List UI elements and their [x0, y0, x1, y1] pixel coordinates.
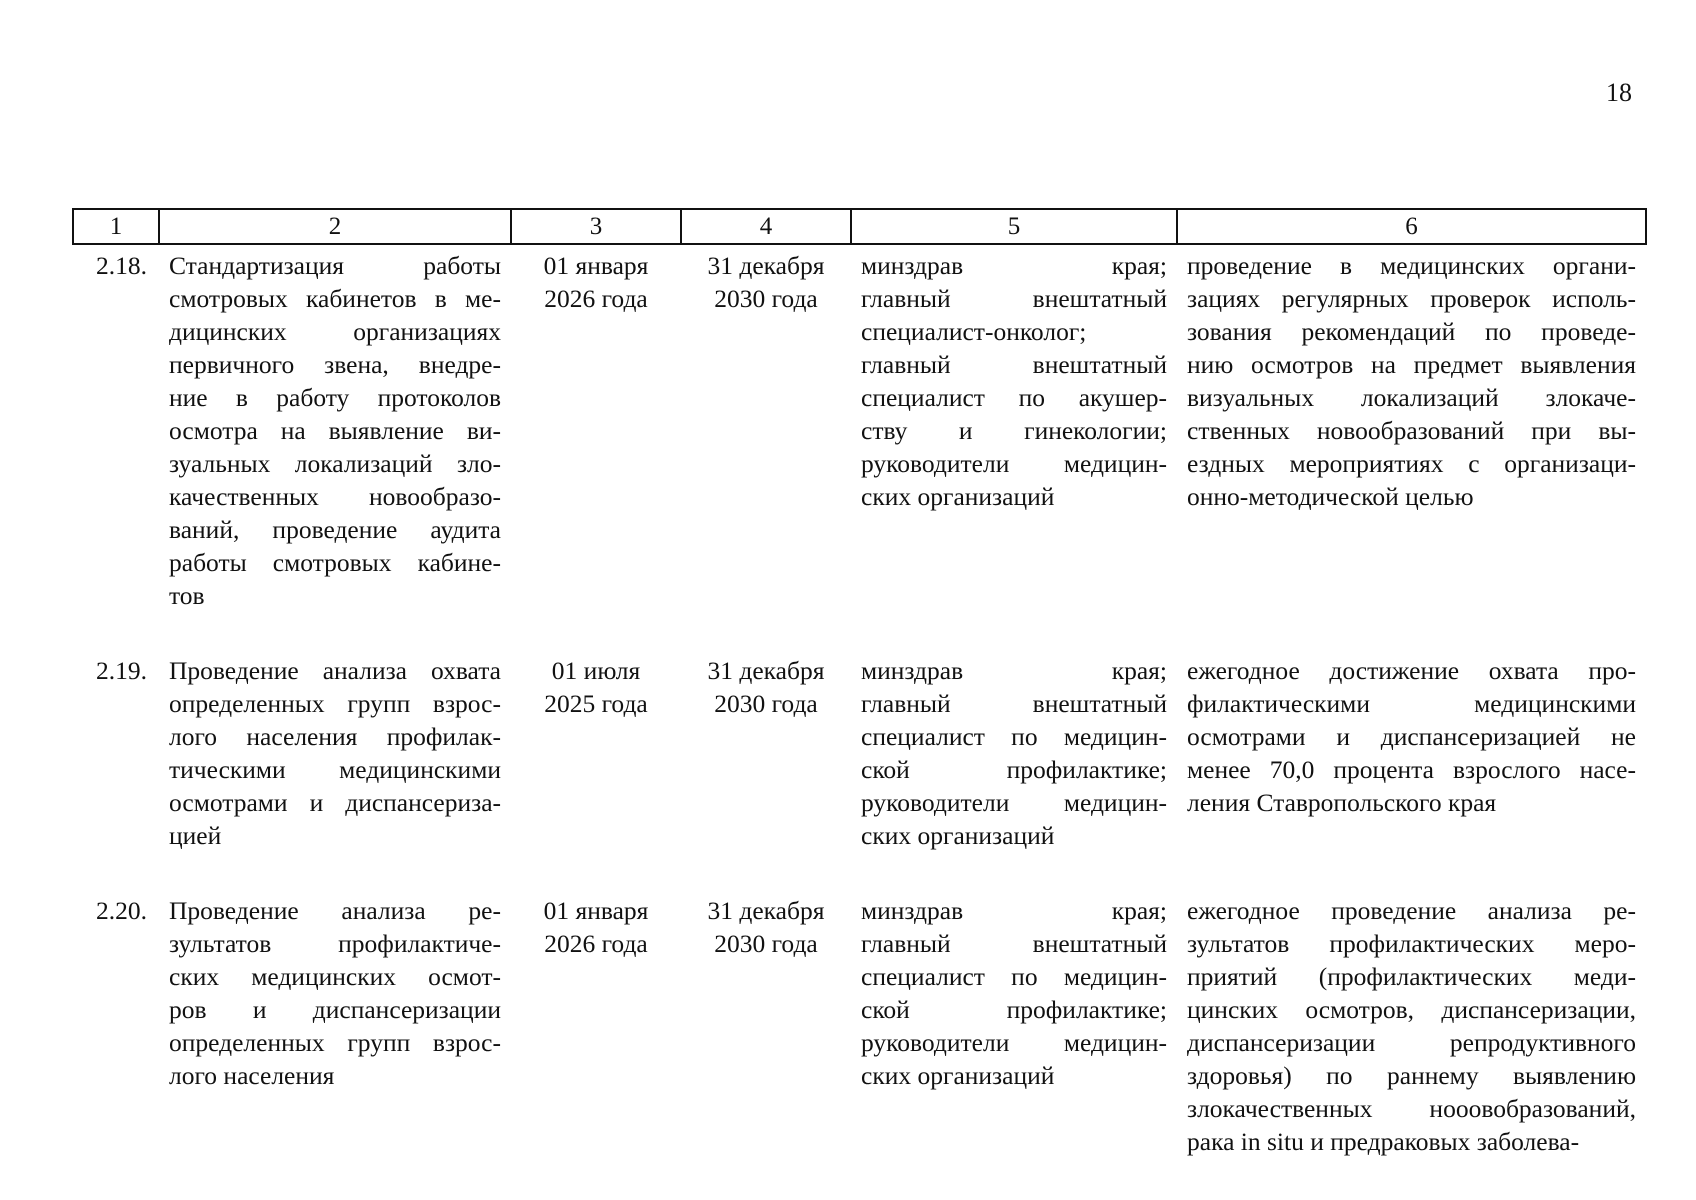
cell-line: ской профилактике;	[861, 755, 1167, 784]
cell-line: определенных групп взрос-	[169, 1028, 501, 1057]
cell-line: ние в работу протоколов	[169, 383, 501, 412]
table-row	[73, 892, 1646, 1158]
cell-line: осмотра на выявление ви-	[169, 416, 501, 445]
column-header: 1	[73, 209, 159, 244]
cell-line: цией	[169, 821, 222, 850]
cell-line: минздрав края;	[861, 251, 1167, 280]
cell-line: 2026 года	[544, 284, 648, 313]
cell-line: ской профилактике;	[861, 995, 1167, 1024]
cell-line: здоровья) по раннему выявлению	[1187, 1061, 1636, 1090]
cell-line: главный внештатный	[861, 350, 1167, 379]
cell-line: ских организаций	[861, 482, 1055, 511]
cell-line: 2030 года	[714, 689, 818, 718]
result-cell	[1177, 652, 1646, 892]
cell-line: нию осмотров на предмет выявления	[1187, 350, 1636, 379]
cell-line: определенных групп взрос-	[169, 689, 501, 718]
cell-line: 31 декабря	[707, 656, 825, 685]
table-row	[73, 244, 1646, 652]
cell-line: главный внештатный	[861, 689, 1167, 718]
cell-line: осмотрами и диспансеризацией не	[1187, 722, 1636, 751]
cell-line: ственных новообразований при вы-	[1187, 416, 1636, 445]
cell-line: руководители медицин-	[861, 449, 1167, 478]
end-date-cell	[681, 244, 851, 652]
cell-line: 31 декабря	[707, 896, 825, 925]
start-date-cell	[511, 244, 681, 652]
start-date-cell	[511, 892, 681, 1158]
cell-line: 2025 года	[544, 689, 648, 718]
activity-cell	[159, 244, 511, 652]
cell-line: 2030 года	[714, 284, 818, 313]
cell-line: ству и гинекологии;	[861, 416, 1167, 445]
cell-line: качественных новообразо-	[169, 482, 501, 511]
cell-line: ских организаций	[861, 821, 1055, 850]
row-number: 2.18.	[96, 251, 147, 280]
executors-cell	[851, 652, 1177, 892]
cell-line: злокачественных нооовобразований,	[1187, 1094, 1636, 1123]
cell-line: проведение в медицинских органи-	[1187, 251, 1636, 280]
cell-line: ления Ставропольского края	[1187, 788, 1497, 817]
cell-line: ских организаций	[861, 1061, 1055, 1090]
cell-line: осмотрами и диспансериза-	[169, 788, 501, 817]
end-date-cell	[681, 892, 851, 1158]
cell-line: ежегодное достижение охвата про-	[1187, 656, 1636, 685]
cell-line: специалист по медицин-	[861, 962, 1167, 991]
cell-line: специалист по акушер-	[861, 383, 1167, 412]
column-header: 6	[1177, 209, 1646, 244]
cell-line: ских медицинских осмот-	[169, 962, 501, 991]
cell-line: зуальных локализаций зло-	[169, 449, 501, 478]
cell-line: главный внештатный	[861, 929, 1167, 958]
measures-table	[72, 208, 1647, 1158]
result-cell	[1177, 892, 1646, 1158]
executors-cell	[851, 892, 1177, 1158]
cell-line: специалист по медицин-	[861, 722, 1167, 751]
cell-line: ездных мероприятиях с организаци-	[1187, 449, 1636, 478]
column-header: 2	[159, 209, 511, 244]
cell-line: Стандартизация работы	[169, 251, 501, 280]
cell-line: дицинских организациях	[169, 317, 501, 346]
end-date-cell	[681, 652, 851, 892]
activity-cell	[159, 652, 511, 892]
column-header: 4	[681, 209, 851, 244]
cell-line: ежегодное проведение анализа ре-	[1187, 896, 1636, 925]
cell-line: рака in situ и предраковых заболева-	[1187, 1127, 1580, 1156]
cell-line: диспансеризации репродуктивного	[1187, 1028, 1636, 1057]
cell-line: 01 января	[543, 251, 649, 280]
cell-line: минздрав края;	[861, 656, 1167, 685]
cell-line: Проведение анализа ре-	[169, 896, 501, 925]
table-header-row	[73, 209, 1646, 244]
cell-line: зования рекомендаций по проведе-	[1187, 317, 1636, 346]
cell-line: работы смотровых кабине-	[169, 548, 501, 577]
cell-line: 01 июля	[551, 656, 641, 685]
cell-line: зультатов профилактиче-	[169, 929, 501, 958]
cell-line: ваний, проведение аудита	[169, 515, 501, 544]
cell-line: менее 70,0 процента взрослого насе-	[1187, 755, 1636, 784]
cell-line: специалист-онколог;	[861, 317, 1087, 346]
cell-line: ров и диспансеризации	[169, 995, 501, 1024]
cell-line: руководители медицин-	[861, 1028, 1167, 1057]
cell-line: зультатов профилактических меро-	[1187, 929, 1636, 958]
row-number: 2.20.	[96, 896, 147, 925]
cell-line: 01 января	[543, 896, 649, 925]
row-number: 2.19.	[96, 656, 147, 685]
cell-line: филактическими медицинскими	[1187, 689, 1636, 718]
cell-line: 2030 года	[714, 929, 818, 958]
cell-line: тическими медицинскими	[169, 755, 501, 784]
column-header: 3	[511, 209, 681, 244]
cell-line: лого населения профилак-	[169, 722, 501, 751]
cell-line: 2026 года	[544, 929, 648, 958]
cell-line: 31 декабря	[707, 251, 825, 280]
table-row	[73, 652, 1646, 892]
cell-line: Проведение анализа охвата	[169, 656, 501, 685]
cell-line: главный внештатный	[861, 284, 1167, 313]
cell-line: приятий (профилактических меди-	[1187, 962, 1636, 991]
result-cell	[1177, 244, 1646, 652]
column-header: 5	[851, 209, 1177, 244]
table-body	[73, 244, 1646, 1158]
cell-line: первичного звена, внедре-	[169, 350, 501, 379]
cell-line: цинских осмотров, диспансеризации,	[1187, 995, 1636, 1024]
start-date-cell	[511, 652, 681, 892]
cell-line: лого населения	[169, 1061, 335, 1090]
cell-line: тов	[169, 581, 205, 610]
cell-line: визуальных локализаций злокаче-	[1187, 383, 1636, 412]
cell-line: смотровых кабинетов в ме-	[169, 284, 501, 313]
cell-line: онно-методической целью	[1187, 482, 1474, 511]
cell-line: минздрав края;	[861, 896, 1167, 925]
page-number: 18	[1606, 78, 1632, 107]
activity-cell	[159, 892, 511, 1158]
executors-cell	[851, 244, 1177, 652]
cell-line: зациях регулярных проверок исполь-	[1187, 284, 1636, 313]
cell-line: руководители медицин-	[861, 788, 1167, 817]
